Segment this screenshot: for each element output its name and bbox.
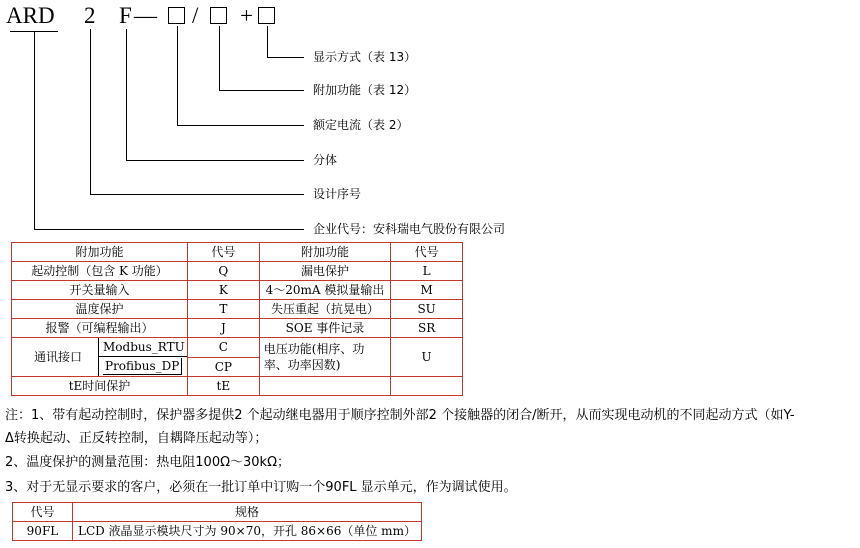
voltage-function-cell: 电压功能(相序、功率、功率因数)	[259, 338, 391, 377]
header-code-1: 代号	[187, 243, 259, 262]
code-box-current	[168, 7, 185, 24]
table-cell: L	[391, 262, 463, 281]
code-serial: 2	[84, 3, 96, 28]
model-code-diagram	[0, 0, 860, 240]
legend-serial: 设计序号	[313, 187, 362, 201]
table-cell: tE时间保护	[12, 377, 188, 396]
code-dash: —	[134, 3, 157, 28]
table-row	[12, 262, 463, 281]
table-row	[12, 281, 463, 300]
table-cell-empty	[259, 377, 391, 396]
comm-cell	[12, 338, 188, 377]
table-cell: 漏电保护	[259, 262, 391, 281]
legend-form: 分体	[313, 153, 338, 167]
table-cell: T	[187, 300, 259, 319]
table-cell: 90FL	[13, 522, 73, 541]
table-cell: tE	[187, 377, 259, 396]
code-box-function	[210, 7, 227, 24]
note-2: 2、温度保护的测量范围：热电阻100Ω～30kΩ；	[5, 455, 291, 470]
table-cell: 报警（可编程输出）	[12, 319, 188, 338]
additional-function-table	[11, 242, 463, 396]
table-row	[12, 300, 463, 319]
table-row	[12, 377, 463, 396]
table-row	[12, 319, 463, 338]
table-cell: M	[391, 281, 463, 300]
table-cell: SU	[391, 300, 463, 319]
leader-serial-v	[90, 29, 91, 194]
leader-function-v	[219, 26, 220, 90]
table-cell: J	[187, 319, 259, 338]
code-prefix: ARD	[6, 3, 55, 28]
table-cell: Q	[187, 262, 259, 281]
table-cell: 4～20mA 模拟量输出	[259, 281, 391, 300]
leader-prefix-v	[34, 31, 35, 229]
legend-function: 附加功能（表 12）	[313, 83, 417, 97]
note-1-line-2: Δ转换起动、正反转控制，自耦降压起动等）；	[5, 431, 268, 446]
header-spec: 规格	[72, 503, 421, 522]
table-cell: SR	[391, 319, 463, 338]
table-cell: CP	[187, 357, 259, 377]
table-cell: 温度保护	[12, 300, 188, 319]
leader-prefix-h	[34, 229, 304, 230]
comm-label: 通讯接口	[34, 350, 83, 364]
table-cell: 起动控制（包含 K 功能）	[12, 262, 188, 281]
table-cell: C	[187, 338, 259, 358]
voltage-code-cell: U	[391, 338, 463, 377]
code-form: F	[119, 3, 132, 28]
table-cell-empty	[391, 377, 463, 396]
comm-option-profibus: Profibus_DP	[103, 358, 182, 375]
table-cell: SOE 事件记录	[259, 319, 391, 338]
code-slash: /	[192, 3, 199, 28]
table-row-comm-1	[12, 338, 463, 358]
legend-display: 显示方式（表 13）	[313, 50, 417, 64]
header-code-2: 代号	[391, 243, 463, 262]
comm-option-modbus: Modbus_RTU	[98, 338, 187, 357]
header-function-2: 附加功能	[259, 243, 391, 262]
table-cell: 失压重起（抗晃电）	[259, 300, 391, 319]
table-header-row	[13, 503, 422, 522]
legend-current: 额定电流（表 2）	[313, 118, 409, 132]
table-header-row	[12, 243, 463, 262]
leader-form-h	[126, 160, 304, 161]
table-cell: LCD 液晶显示模块尺寸为 90×70，开孔 86×66（单位 mm）	[72, 522, 421, 541]
leader-display-v	[267, 26, 268, 57]
display-unit-table	[12, 502, 422, 541]
code-box-display	[258, 7, 275, 24]
header-code: 代号	[13, 503, 73, 522]
header-function-1: 附加功能	[12, 243, 188, 262]
code-plus: +	[240, 3, 253, 28]
leader-current-v	[177, 26, 178, 125]
table-cell: 开关量输入	[12, 281, 188, 300]
leader-current-h	[177, 125, 304, 126]
note-1-line-1: 注：1、带有起动控制时，保护器多提供2 个起动继电器用于顺序控制外部2 个接触器的闭合/断开，从而实现电动机的不同起动方式（如Y-	[5, 408, 795, 423]
leader-form-v	[126, 29, 127, 160]
legend-company: 企业代号：安科瑞电气股份有限公司	[313, 222, 506, 236]
leader-display-h	[267, 57, 304, 58]
table-cell: K	[187, 281, 259, 300]
table-row	[13, 522, 422, 541]
leader-serial-h	[90, 194, 304, 195]
note-3: 3、对于无显示要求的客户，必须在一批订单中订购一个90FL 显示单元，作为调试使用。	[5, 480, 517, 495]
leader-function-h	[219, 90, 304, 91]
